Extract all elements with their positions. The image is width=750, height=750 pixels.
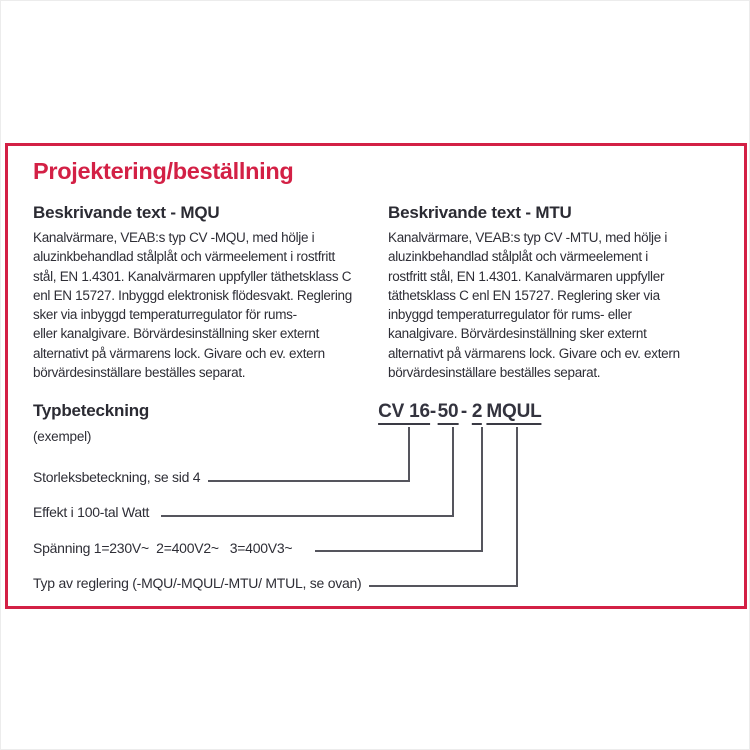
connector-vertical-size (408, 427, 410, 482)
page-title: Projektering/beställning (33, 158, 294, 184)
connector-horizontal-control (369, 585, 518, 587)
connector-horizontal-size (208, 480, 410, 482)
designation-label-size: Storleksbeteckning, se sid 4 (33, 469, 201, 485)
connector-vertical-control (516, 427, 518, 587)
connector-vertical-power (452, 427, 454, 517)
code-separator: - (429, 401, 437, 422)
body-line: täthetsklass C enl EN 15727. Reglering sker via (388, 287, 660, 303)
connector-horizontal-voltage (315, 550, 483, 552)
section-heading-mqu: Beskrivande text - MQU (33, 203, 220, 222)
designation-label-voltage: Spänning 1=230V~ 2=400V2~ 3=400V3~ (33, 540, 293, 556)
body-line: kanalgivare. Börvärdesinställning sker externt (388, 326, 647, 342)
code-part-control: MQUL (486, 402, 541, 425)
body-line: Kanalvärmare, VEAB:s typ CV -MQU, med hölje i (33, 230, 315, 245)
connector-vertical-voltage (481, 427, 483, 552)
code-part-voltage: 2 (472, 402, 482, 425)
body-line: eller kanalgivare. Börvärdesinställning sker externt (33, 326, 320, 342)
content-frame (5, 143, 747, 609)
body-line: börvärdesinställare beställes separat. (388, 365, 601, 381)
body-line: sker via inbyggd temperaturregulator för rums- (33, 307, 297, 323)
body-line: inbyggd temperaturregulator för rums- eller (388, 307, 632, 323)
code-part-power: 50 (438, 402, 459, 425)
connector-horizontal-power (161, 515, 454, 517)
body-line: rostfritt stål, EN 1.4301. Kanalvärmaren uppfyller (388, 268, 665, 284)
body-line: börvärdesinställare beställes separat. (33, 365, 246, 381)
type-designation-heading: Typbeteckning (33, 401, 150, 420)
body-line: Kanalvärmare, VEAB:s typ CV -MTU, med hölje i (388, 230, 668, 245)
example-note: (exempel) (33, 429, 92, 444)
body-line: aluzinkbehandlad stålplåt och värmeelement i rostfritt (33, 249, 335, 265)
section-body-mtu (388, 228, 680, 382)
body-line: enl EN 15727. Inbyggd elektronisk flödesvakt. Reglering (33, 287, 352, 303)
section-body-mqu (33, 228, 352, 382)
body-line: alternativt på värmarens lock. Givare och ev. extern (388, 345, 680, 361)
body-line: stål, EN 1.4301. Kanalvärmaren uppfyller täthetsklass C (33, 268, 352, 284)
code-part-size: CV 16 (378, 402, 430, 425)
designation-label-control: Typ av reglering (-MQU/-MQUL/-MTU/ MTUL, se ovan) (33, 575, 362, 591)
section-heading-mtu: Beskrivande text - MTU (388, 203, 572, 222)
designation-label-power: Effekt i 100-tal Watt (33, 504, 150, 520)
body-line: aluzinkbehandlad stålplåt och värmeelement i (388, 249, 648, 265)
body-line: alternativt på värmarens lock. Givare och ev. extern (33, 345, 325, 361)
code-separator: - (460, 401, 468, 422)
